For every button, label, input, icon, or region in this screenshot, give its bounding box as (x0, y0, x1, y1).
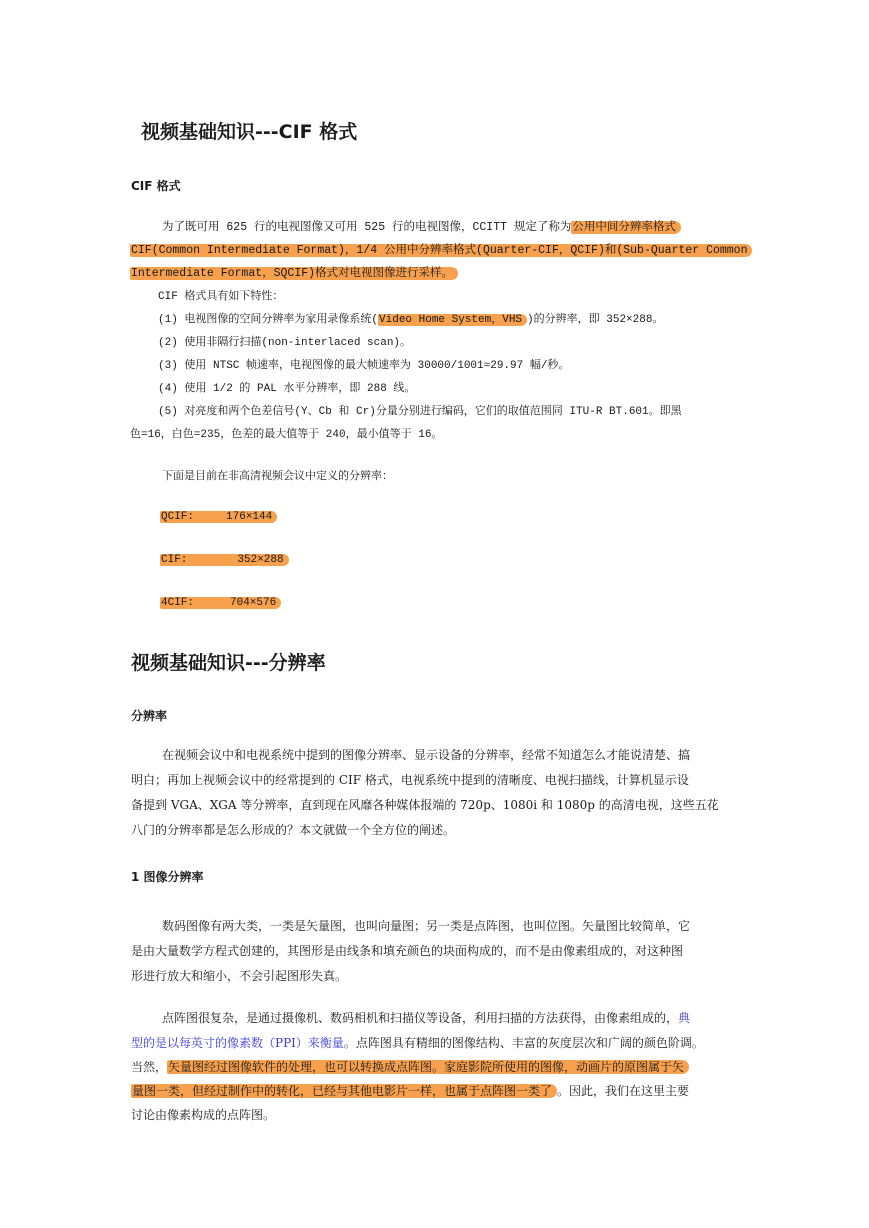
highlight-cif-name: 公用中间分辨率格式 (571, 221, 681, 234)
feature-item-5-cont: 色=16，白色=235，色差的最大值等于 240，最小值等于 16。 (130, 429, 443, 441)
intro-line1 (162, 218, 681, 234)
resolution-qcif (160, 511, 277, 523)
intro-line3 (130, 264, 458, 280)
intro-text: 为了既可用 625 行的电视图像又可用 525 行的电视图像，CCITT 规定了称为 (162, 221, 572, 234)
res-name: CIF: (161, 554, 188, 566)
p2-line1: 数码图像有两大类，一类是矢量图，也叫向量图；另一类是点阵图，也叫位图。矢量图比较简单，它 (162, 919, 691, 933)
highlight-cif-line2: CIF(Common Intermediate Format)，1/4 公用中分辨率格式(Quarter-CIF，QCIF)和(Sub-Quarter Common (130, 244, 752, 257)
p3-text: 。点阵图具有精细的图像结构、丰富的灰度层次和广阔的颜色阶调。 (343, 1036, 704, 1050)
intro-line2 (130, 241, 752, 257)
p1-line2: 明白；再加上视频会议中的经常提到的 CIF 格式，电视系统中提到的清晰度、电视扫描线，计算机显示设 (131, 773, 689, 787)
ppi-link-part1[interactable]: 典 (678, 1011, 691, 1025)
feature-item-3: (3) 使用 NTSC 帧速率，电视图像的最大帧速率为 30000/1001≈29.97 幅/秒。 (158, 360, 570, 372)
resolution-4cif (160, 597, 281, 609)
section1-subtitle: CIF 格式 (131, 179, 181, 193)
p3-line4 (131, 1082, 689, 1099)
feature-item-2: (2) 使用非隔行扫描(non-interlaced scan)。 (158, 337, 412, 349)
res-name: 4CIF: (161, 597, 195, 609)
ppi-link-part2[interactable]: 型的是以每英寸的像素数（PPI）来衡量 (131, 1036, 344, 1050)
section2-title: 视频基础知识---分辨率 (131, 652, 326, 674)
p1-line1: 在视频会议中和电视系统中提到的图像分辨率、显示设备的分辨率，经常不知道怎么才能说清楚、搞 (162, 748, 691, 762)
resolution-intro: 下面是目前在非高清视频会议中定义的分辨率： (162, 471, 393, 483)
p1-line4: 八门的分辨率都是怎么形成的？本文就做一个全方位的阐述。 (131, 823, 456, 837)
p3-line1 (162, 1009, 690, 1026)
res-value: 704×576 (230, 597, 277, 609)
resolution-cif-highlight (160, 554, 289, 566)
features-intro: CIF 格式具有如下特性： (158, 291, 284, 303)
highlight-vector-convert: 矢量图经过图像软件的处理，也可以转换成点阵图。家庭影院所使用的图像，动画片的原图属于矢 (167, 1060, 689, 1074)
highlight-cif-line3: Intermediate Format，SQCIF)格式对电视图像进行采样。 (130, 267, 458, 280)
resolution-qcif-highlight (160, 511, 277, 523)
p2-line3: 形进行放大和缩小，不会引起图形失真。 (131, 969, 348, 983)
res-name: QCIF: (161, 511, 195, 523)
feature-item-1 (158, 310, 663, 326)
feature-item-1-a: (1) 电视图像的空间分辨率为家用录像系统( (158, 314, 379, 326)
feature-item-4: (4) 使用 1/2 的 PAL 水平分辨率，即 288 线。 (158, 383, 416, 395)
res-value: 176×144 (226, 511, 273, 523)
highlight-vhs: Video Home System，VHS (378, 314, 527, 326)
feature-item-5: (5) 对亮度和两个色差信号(Y、Cb 和 Cr)分量分别进行编码，它们的取值范围同 ITU-R BT.601。即黑 (158, 406, 682, 418)
section2-subtitle: 分辨率 (131, 709, 168, 723)
p3-text: 。因此，我们在这里主要 (557, 1084, 690, 1098)
p3-text: 点阵图很复杂，是通过摄像机、数码相机和扫描仪等设备，利用扫描的方法获得，由像素组成的， (162, 1011, 679, 1025)
p3-text: 当然， (131, 1060, 168, 1074)
feature-item-1-b: )的分辨率，即 352×288。 (527, 314, 664, 326)
resolution-cif (160, 554, 289, 566)
p1-line3: 备提到 VGA、XGA 等分辨率，直到现在风靡各种媒体报端的 720p、1080i 和 1080p 的高清电视，这些五花 (131, 798, 719, 812)
section1-title: 视频基础知识---CIF 格式 (141, 121, 358, 143)
p2-line2: 是由大量数学方程式创建的，其图形是由线条和填充颜色的块面构成的，而不是由像素组成的，对这种图 (131, 944, 684, 958)
highlight-vector-convert-cont: 量图一类，但经过制作中的转化，已经与其他电影片一样，也属于点阵图一类了 (131, 1084, 557, 1098)
p3-line2 (131, 1034, 704, 1051)
res-value: 352×288 (237, 554, 284, 566)
resolution-4cif-highlight (160, 597, 281, 609)
heading-image-resolution: 1 图像分辨率 (131, 870, 204, 884)
p3-line5: 讨论由像素构成的点阵图。 (131, 1108, 276, 1122)
p3-line3 (131, 1058, 689, 1075)
